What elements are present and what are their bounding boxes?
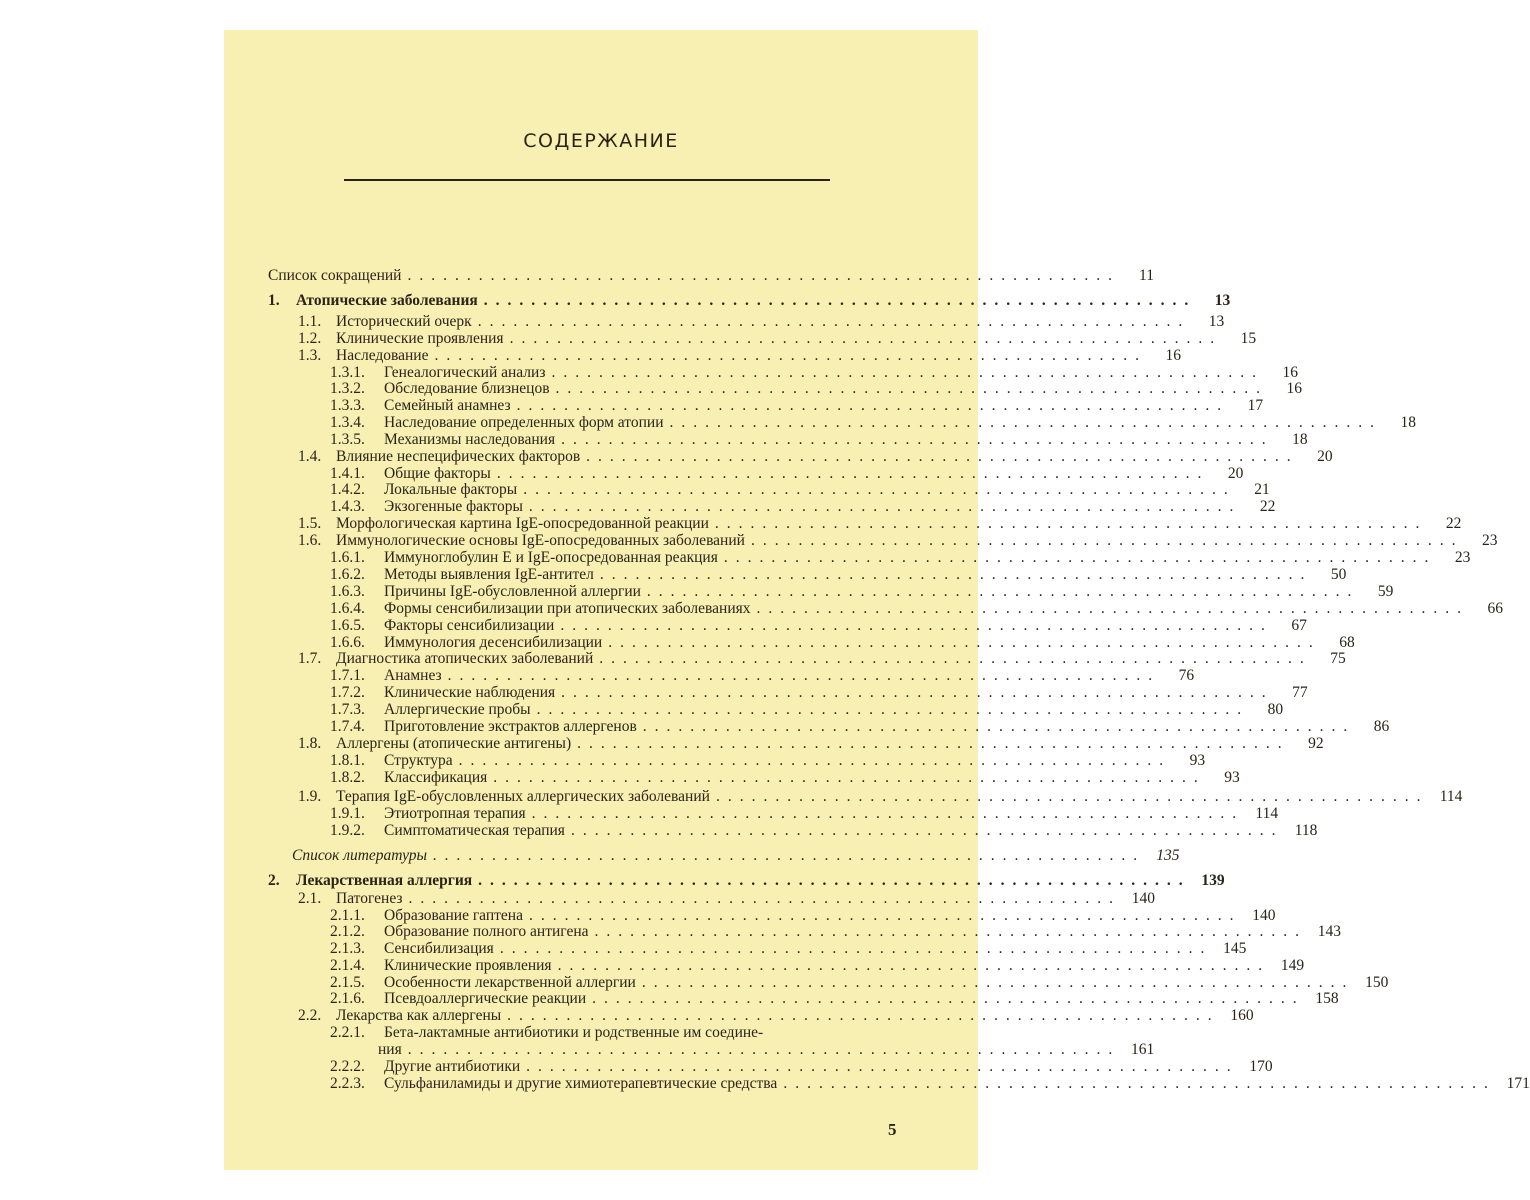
toc-entry-number: 1.6. [298,532,322,549]
dot-leader: ............................................................ [608,634,1321,651]
toc-entry-number: 1.5. [298,515,322,532]
dot-leader: ............................................................ [551,364,1264,381]
toc-entry [330,566,1347,584]
toc-entry [298,330,1257,348]
toc-entry-number: 2. [268,872,280,889]
dot-leader: ............................................................ [586,448,1299,465]
dot-leader: ............................................................ [493,769,1206,786]
toc-entry-page: 114 [1255,805,1279,822]
toc-entry [330,957,1305,975]
toc-entry-title: Анамнез [384,667,442,684]
toc-entry-title: Патогенез [336,890,403,907]
toc-entry-title: Иммуноглобулин E и IgE-опосредованная реакция [384,549,718,566]
toc-entry-title: Формы сенсибилизации при атопических заболеваниях [384,600,751,617]
toc-entry-number: 1.7. [298,650,322,667]
toc-entry-number: 1.3.3. [330,397,365,414]
toc-entry [330,923,1341,941]
toc-entry-page: 16 [1165,347,1181,364]
toc-entry [330,1075,1530,1093]
dot-leader: ............................................................ [458,752,1172,769]
toc-entry-title: Этиотропная терапия [384,805,526,822]
toc-entry-title: Иммунология десенсибилизации [384,634,603,651]
dot-leader: ............................................................ [561,431,1274,448]
toc-entry-page: 158 [1315,990,1339,1007]
dot-leader: ............................................................ [642,718,1356,735]
toc-entry-number: 2.1.3. [330,940,365,957]
toc-entry-number: 1.3.5. [330,431,365,448]
toc-entry [330,718,1390,736]
toc-entry [298,347,1181,365]
toc-entry-page: 160 [1230,1007,1254,1024]
toc-entry-title: Атопические заболевания [296,292,478,309]
toc-entry-number: 1.6.4. [330,600,365,617]
dot-leader: ............................................................ [750,532,1464,549]
toc-entry-number: 1.2. [298,330,322,347]
toc-entry-number: 1.3.2. [330,380,365,397]
toc-entry-title: Диагностика атопических заболеваний [336,650,594,667]
toc-entry-number: 1.7.1. [330,667,365,684]
toc-entry [330,805,1279,823]
toc-entry-title: Список сокращений [268,267,402,284]
toc-entry-title: Клинические наблюдения [384,684,556,701]
toc-entry-page: 161 [1130,1041,1155,1058]
book-page [224,30,1530,1170]
toc-entry-page: 18 [1292,431,1308,448]
toc-entry [298,532,1498,550]
toc-entry-page: 135 [1156,847,1180,864]
toc-entry-number: 1.7.3. [330,701,365,718]
toc-entry-page: 140 [1131,890,1156,907]
toc-entry [330,549,1471,567]
toc-entry [330,600,1504,618]
dot-leader: ............................................................ [783,1075,1496,1092]
toc-entry-title: Факторы сенсибилизации [384,617,555,634]
toc-entry-title: Общие факторы [384,465,491,482]
toc-entry-title: Аллергены (атопические антигены) [336,735,572,752]
toc-entry-page: 15 [1240,330,1257,347]
toc-entry [298,890,1156,908]
dot-leader: ............................................................ [499,940,1213,957]
toc-entry-title: Наследование определенных форм атопии [384,414,664,431]
toc-entry-title: Клинические проявления [384,957,552,974]
toc-entry-number: 1.9. [298,788,322,805]
toc-entry-page: 18 [1400,414,1416,431]
toc-entry-title: Образование полного антигена [384,923,589,940]
toc-entry-title: Локальные факторы [384,481,518,498]
toc-entry [330,1058,1273,1076]
toc-entry-title: Методы выявления IgE-антител [384,566,594,583]
toc-entry-page: 139 [1201,872,1225,889]
toc-entry [330,397,1264,415]
toc-entry [298,1007,1254,1025]
toc-entry-page: 77 [1292,684,1308,701]
toc-entry-number: 2.1.1. [330,907,365,924]
dot-leader: ............................................................ [526,1058,1239,1075]
toc-entry [298,313,1225,331]
toc-entry [330,583,1394,601]
toc-entry-number: 1.4. [298,448,322,465]
toc-entry [298,515,1462,533]
dot-leader: ............................................................ [529,907,1242,924]
toc-entry-number: 1.3.1. [330,364,365,381]
table-of-contents [224,30,1530,1170]
toc-entry [330,940,1247,958]
toc-entry-title: Лекарственная аллергия [296,872,473,889]
dot-leader: ............................................................ [531,805,1245,822]
toc-entry [298,650,1346,668]
toc-entry-title: Влияние неспецифических факторов [336,448,581,465]
dot-leader: ............................................................ [523,481,1236,498]
toc-entry-title: Генеалогический анализ [384,364,546,381]
dot-leader: ............................................................ [496,465,1210,482]
toc-entry [268,292,1231,310]
toc-entry-page: 80 [1267,701,1284,718]
toc-entry-number: 1.4.1. [330,465,365,482]
toc-entry-page: 13 [1214,292,1231,309]
toc-entry-title: Приготовление экстрактов аллергенов [384,718,637,735]
toc-entry-number: 1. [268,292,280,309]
dot-leader: ............................................................ [407,267,1120,284]
toc-entry-page: 22 [1445,515,1462,532]
dot-leader: ............................................................ [714,515,1428,532]
toc-entry-number: 1.6.5. [330,617,365,634]
toc-entry [330,380,1303,398]
toc-entry-title: Причины IgE-обусловленной аллергии [384,583,641,600]
toc-entry-title: Морфологическая картина IgE-опосредованной реакции [336,515,709,532]
toc-entry-title: Симптоматическая терапия [384,822,565,839]
toc-entry-page: 66 [1487,600,1504,617]
toc-entry-page: 68 [1339,634,1355,651]
toc-entry-number: 1.9.1. [330,805,365,822]
toc-entry-number: 2.1.4. [330,957,365,974]
toc-entry-title: Механизмы наследования [384,431,556,448]
dot-leader: ............................................................ [715,788,1429,805]
dot-leader: ............................................................ [646,583,1360,600]
toc-entry-number: 1.7.4. [330,718,365,735]
toc-entry-number: 1.6.3. [330,583,365,600]
toc-entry-title: Образование гаптена [384,907,523,924]
toc-entry [330,990,1339,1008]
toc-entry [330,684,1308,702]
dot-leader: ............................................................ [561,684,1274,701]
toc-entry [330,769,1240,787]
dot-leader: ............................................................ [723,549,1437,566]
toc-entry-number: 1.3. [298,347,322,364]
dot-leader: ............................................................ [516,397,1230,414]
toc-entry [268,267,1154,285]
toc-entry-title: Клинические проявления [336,330,504,347]
dot-leader: ............................................................ [570,822,1284,839]
dot-leader: ............................................................ [669,414,1382,431]
toc-entry-page: 170 [1249,1058,1273,1075]
toc-entry-page: 67 [1291,617,1307,634]
toc-entry-page: 59 [1377,583,1394,600]
toc-entry-page: 86 [1373,718,1390,735]
dot-leader: ............................................................ [407,1041,1121,1058]
toc-entry-title: Бета-лактамные антибиотики и родственные им соедине- [384,1024,764,1041]
toc-entry [330,701,1284,719]
dot-leader: ............................................................ [592,990,1305,1007]
toc-entry-title: Структура [384,752,453,769]
toc-entry-page: 11 [1139,267,1154,284]
toc-entry-title: Исторический очерк [336,313,472,330]
toc-entry-page: 23 [1481,532,1498,549]
toc-entry-page: 140 [1252,907,1276,924]
toc-entry-page: 76 [1178,667,1195,684]
toc-entry-number: 2.2.2. [330,1058,365,1075]
toc-entry-page: 171 [1506,1075,1530,1092]
dot-leader: ............................................................ [528,498,1242,515]
toc-entry-number: 1.8.1. [330,752,365,769]
toc-entry-page: 93 [1224,769,1240,786]
toc-entry-number: 2.1.6. [330,990,365,1007]
toc-entry-title: Псевдоаллергические реакции [384,990,587,1007]
dot-leader: ............................................................ [594,923,1307,940]
toc-entry-page: 13 [1208,313,1225,330]
toc-entry-number: 2.2.3. [330,1075,365,1092]
dot-leader: ............................................................ [507,1007,1220,1024]
toc-entry-page: 75 [1330,650,1346,667]
toc-entry [330,822,1318,840]
toc-entry-page: 143 [1317,923,1341,940]
toc-entry [268,872,1225,890]
dot-leader: ............................................................ [509,330,1223,347]
dot-leader: ............................................................ [434,347,1147,364]
toc-entry-number: 1.3.4. [330,414,365,431]
toc-entry-page: 23 [1454,549,1471,566]
toc-entry [292,847,1180,865]
toc-entry-title: Терапия IgE-обусловленных аллергических заболеваний [336,788,710,805]
toc-entry-title: Сенсибилизация [384,940,494,957]
toc-entry-title: Наследование [336,347,429,364]
toc-entry [330,414,1416,432]
toc-entry-title: Список литературы [292,847,428,864]
toc-entry-page: 16 [1286,380,1303,397]
dot-leader: ............................................................ [433,847,1146,864]
toc-entry-page: 20 [1317,448,1333,465]
dot-leader: ............................................................ [756,600,1470,617]
toc-entry [330,431,1308,449]
toc-entry-page: 17 [1247,397,1264,414]
toc-entry-number: 2.2. [298,1007,322,1024]
toc-entry-page: 93 [1189,752,1206,769]
toc-entry-number: 2.1. [298,890,322,907]
toc-entry-number: 2.1.2. [330,923,365,940]
toc-entry [330,617,1307,635]
toc-entry-title: Обследование близнецов [384,380,550,397]
dot-leader: ............................................................ [408,890,1122,907]
dot-leader: ............................................................ [557,957,1271,974]
toc-entry [330,481,1270,499]
dot-leader: ............................................................ [599,566,1313,583]
dot-leader: ............................................................ [483,292,1197,309]
toc-entry-number: 1.6.1. [330,549,365,566]
dot-leader: ............................................................ [560,617,1273,634]
toc-entry-title: Особенности лекарственной аллергии [384,974,636,991]
toc-entry [298,735,1324,753]
toc-entry-page: 92 [1308,735,1324,752]
toc-entry-page: 150 [1365,974,1389,991]
toc-entry-number: 1.4.3. [330,498,365,515]
toc-entry-title: Семейный анамнез [384,397,511,414]
toc-entry-title: Другие антибиотики [384,1058,521,1075]
toc-entry-number: 1.7.2. [330,684,365,701]
dot-leader: ............................................................ [447,667,1161,684]
toc-entry-page: 20 [1227,465,1244,482]
toc-entry [330,1024,904,1042]
dot-leader: ............................................................ [641,974,1355,991]
dot-leader: ............................................................ [536,701,1250,718]
dot-leader: ............................................................ [577,735,1290,752]
toc-entry-title: Экзогенные факторы [384,498,523,515]
toc-entry-page: 50 [1330,566,1347,583]
toc-entry-title: Классификация [384,769,488,786]
toc-entry-number: 1.8. [298,735,322,752]
toc-entry-number: 1.6.6. [330,634,365,651]
toc-entry-page: 118 [1294,822,1318,839]
toc-entry [330,498,1276,516]
toc-entry-number: 1.1. [298,313,322,330]
toc-entry-page: 16 [1282,364,1298,381]
page-title: СОДЕРЖАНИЕ [523,130,679,152]
toc-entry-title: Сульфаниламиды и другие химиотерапевтические средства [384,1075,778,1092]
toc-entry [298,788,1463,806]
toc-entry-title: Иммунологические основы IgE-опосредованных заболеваний [336,532,745,549]
toc-entry-title: Аллергические пробы [384,701,531,718]
toc-entry [330,752,1206,770]
toc-entry-title: Лекарства как аллергены [336,1007,502,1024]
toc-entry-number: 1.6.2. [330,566,365,583]
toc-entry-page: 114 [1439,788,1463,805]
toc-entry-number: 2.2.1. [330,1024,365,1041]
dot-leader: ............................................................ [477,313,1191,330]
toc-entry-number: 2.1.5. [330,974,365,991]
toc-entry-page: 145 [1223,940,1247,957]
toc-entry [378,1041,1155,1059]
toc-entry-page: 22 [1259,498,1276,515]
toc-entry-page: 21 [1254,481,1270,498]
toc-entry [330,667,1195,685]
toc-entry [298,448,1333,466]
toc-entry-number: 1.8.2. [330,769,365,786]
toc-entry-number: 1.9.2. [330,822,365,839]
dot-leader: ............................................................ [599,650,1312,667]
page-number: 5 [888,1120,897,1139]
dot-leader: ............................................................ [478,872,1191,889]
toc-entry-number: 1.4.2. [330,481,365,498]
dot-leader: ............................................................ [555,380,1269,397]
toc-entry-title: ния [378,1041,402,1058]
toc-entry-page: 149 [1280,957,1305,974]
